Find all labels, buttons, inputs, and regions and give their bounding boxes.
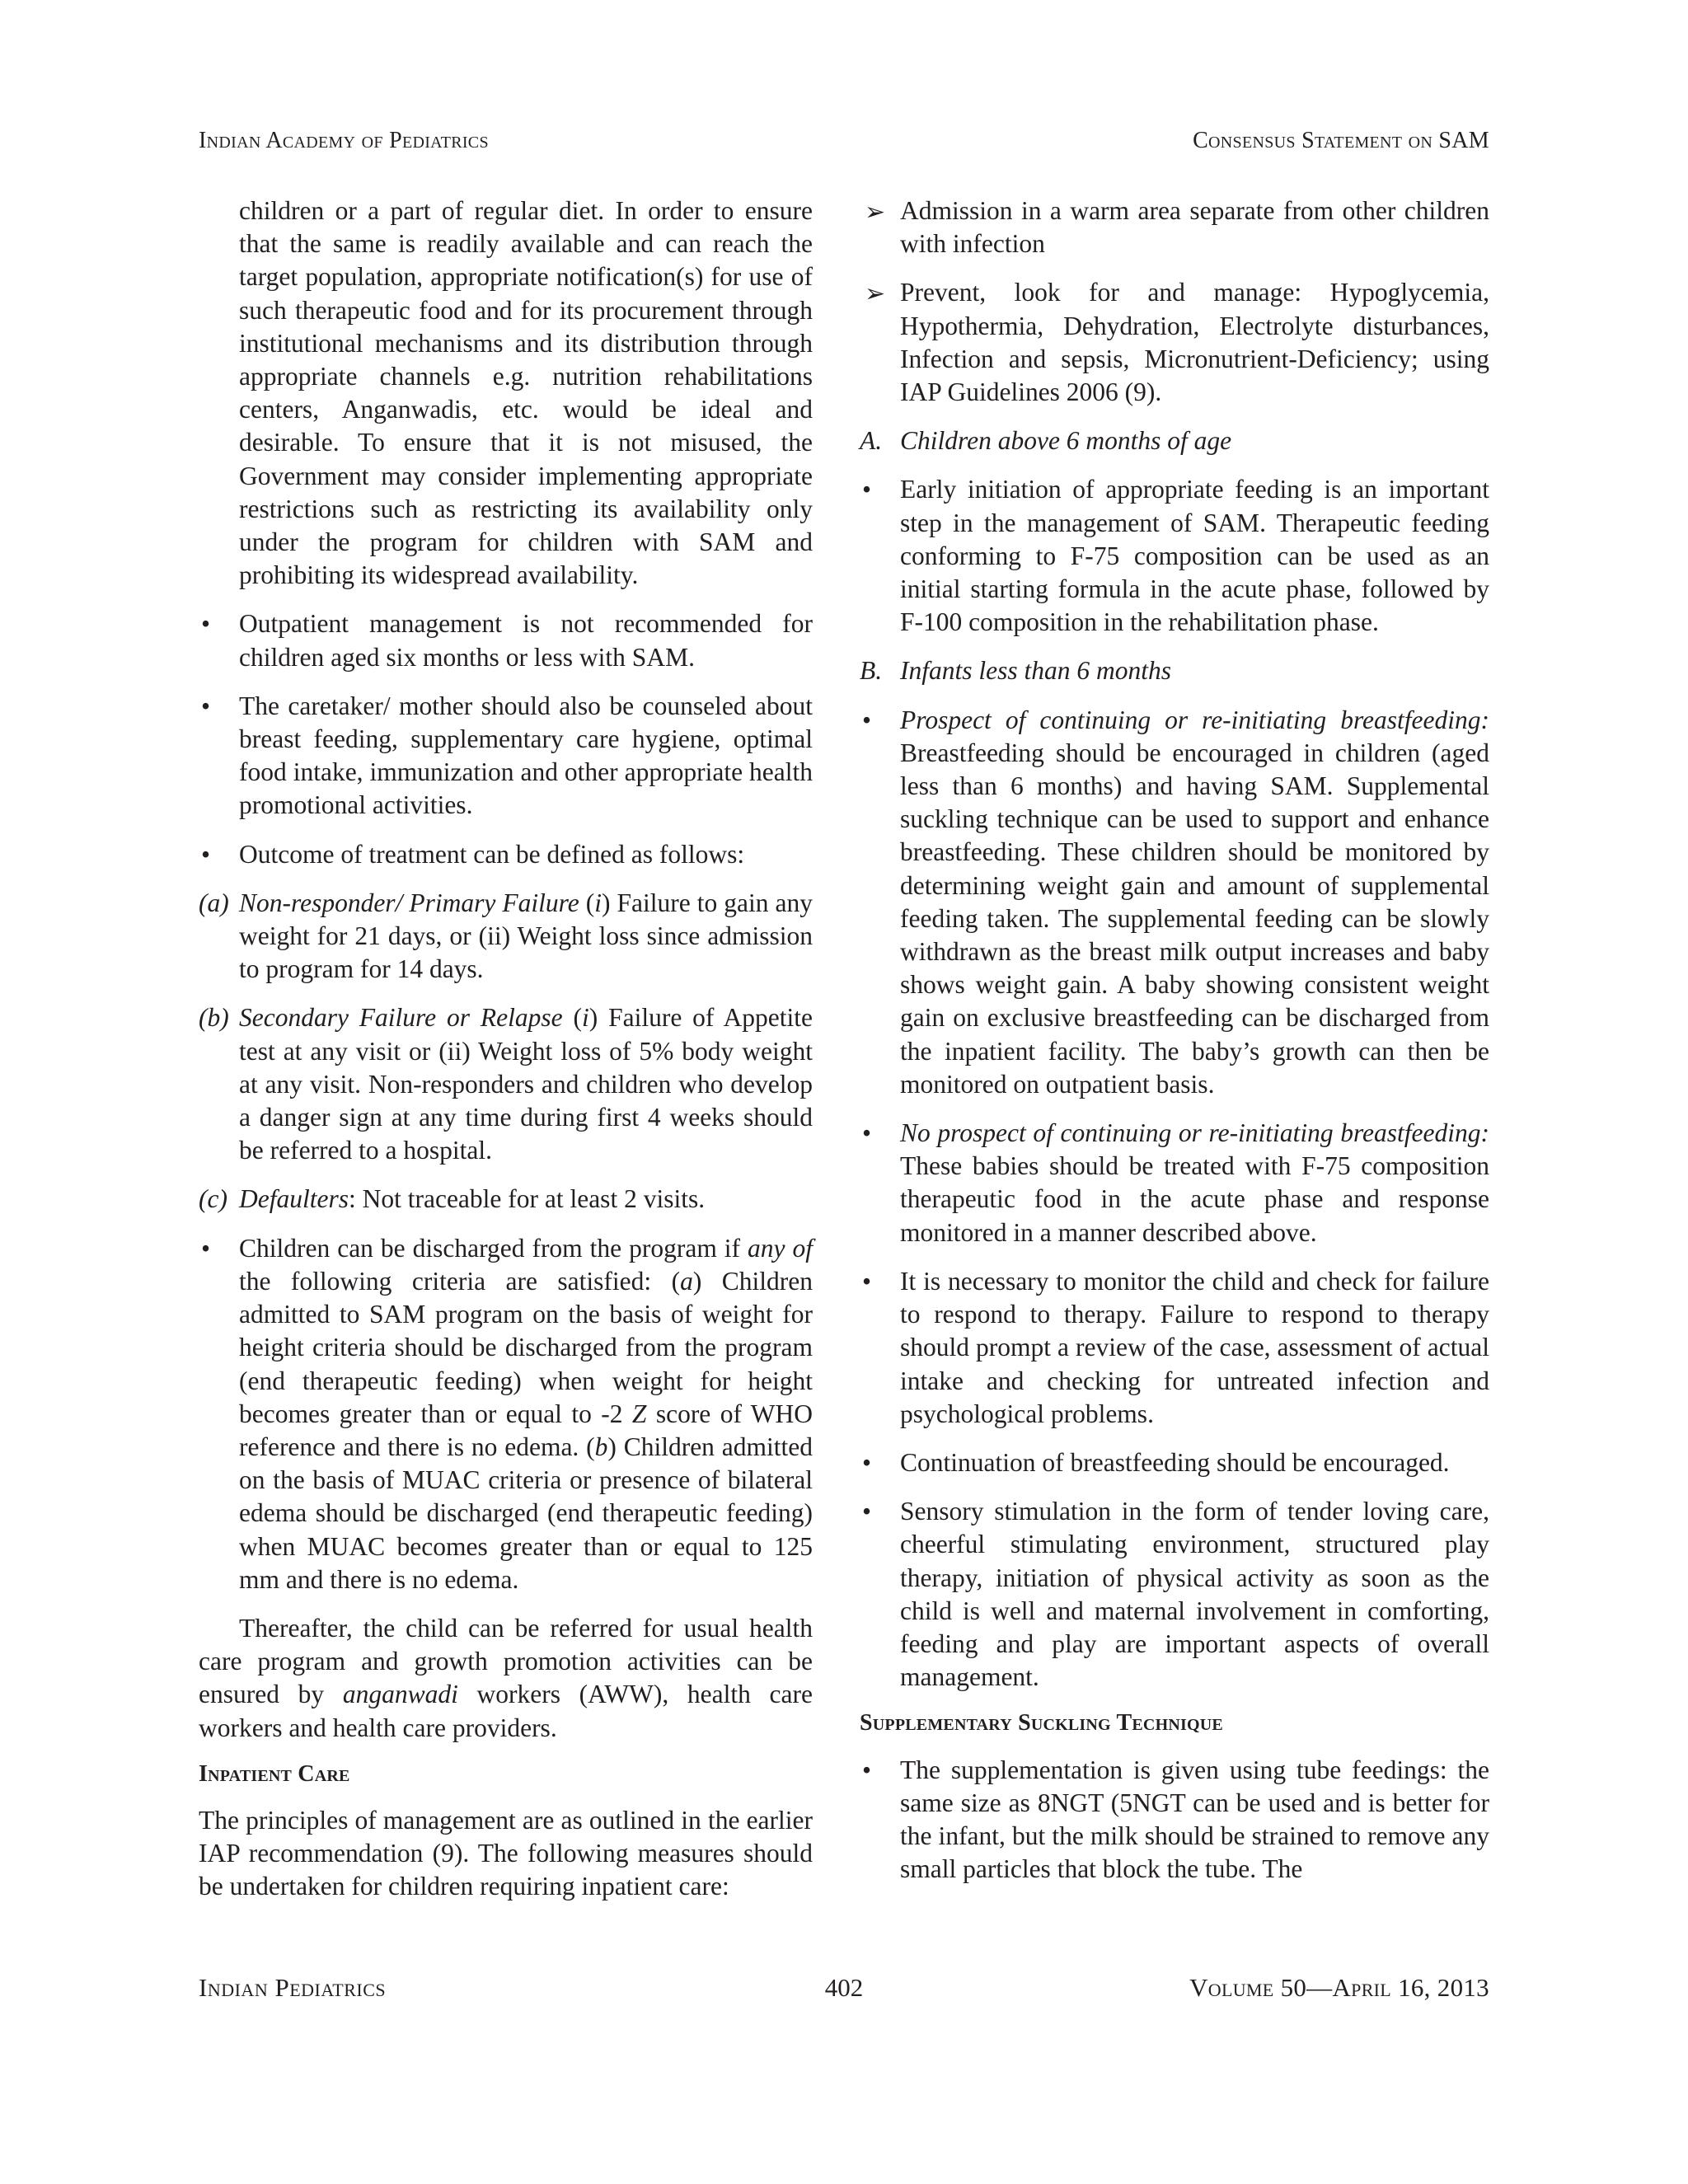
arrow-bullet-icon: ➢ — [865, 279, 886, 309]
continuation-paragraph: children or a part of regular diet. In order to ensure that the same is readily available and can reach the target population, appropriate notification(s) for use of such therapeutic food and for its procurement through institutional mechanisms and its distribution through appropriate channels e.g. nutrition rehabilitations centers, Anganwadis, etc. would be ideal and desirable. To ensure that it is not misused, the Government may consider implementing appropriate restrictions such as restricting its availability only under the program for children with SAM and prohibiting its widespread availability. — [239, 196, 813, 590]
subheading-marker: B. — [860, 656, 883, 686]
bullet-title: No prospect of continuing or re-initiating breastfeeding: — [900, 1118, 1489, 1148]
bullet-emphasis: a — [680, 1266, 693, 1296]
bullet-text: These babies should be treated with F-75 composition therapeutic food in the acute phase and response monitored in a manner described above. — [900, 1151, 1489, 1247]
bullet-marker: • — [862, 1447, 872, 1477]
arrow-item-text: Admission in a warm area separate from other children with infection — [900, 196, 1489, 259]
bullet-text: score of WHO reference and there is no edema. ( — [239, 1399, 813, 1461]
list-marker: (c) — [199, 1184, 227, 1214]
bullet-marker: • — [201, 839, 211, 869]
paragraph-text: Thereafter, the child can be referred for usual health care program and growth promotion activities can be ensured by — [199, 1613, 813, 1709]
bullet-emphasis: b — [594, 1432, 608, 1461]
outcome-item-b — [199, 1001, 813, 1167]
item-text: ) Failure of Appetite test at any visit or (ii) Weight loss of 5% body weight at any visit. Non-responders and children who develop a danger sign at any time during first 4 weeks should be referred to a hospital. — [239, 1003, 813, 1165]
bullet-emphasis: any of — [748, 1233, 813, 1263]
bullet-prospect — [860, 704, 1489, 1101]
subheading-a — [860, 424, 1489, 457]
bullet-marker: • — [862, 475, 872, 504]
item-text: ( — [579, 888, 595, 917]
item-emphasis: i — [594, 888, 602, 917]
bullet-emphasis: Z — [631, 1399, 647, 1428]
list-marker: (b) — [199, 1003, 229, 1033]
item-emphasis: i — [581, 1003, 589, 1033]
arrow-item-prevent — [860, 276, 1489, 409]
bullet-marker: • — [862, 705, 872, 734]
arrow-bullet-icon: ➢ — [865, 198, 886, 227]
footer-volume-date: Volume 50—April 16, 2013 — [1189, 1973, 1489, 2002]
bullet-text: Continuation of breastfeeding should be encouraged. — [900, 1447, 1450, 1477]
bullet-text: The caretaker/ mother should also be counseled about breast feeding, supplementary care hygiene, optimal food intake, immunization and other appropriate health promotional activities. — [239, 691, 813, 820]
arrow-item-text: Prevent, look for and manage: Hypoglycemia, Hypothermia, Dehydration, Electrolyte disturbances, Infection and sepsis, Micronutrient-Deficiency; using IAP Guidelines 2006 (9). — [900, 278, 1489, 407]
bullet-marker: • — [201, 609, 211, 639]
subheading-b — [860, 654, 1489, 687]
item-text: : Not traceable for at least 2 visits. — [348, 1184, 706, 1214]
subheading-marker: A. — [860, 426, 883, 456]
bullet-discharge — [199, 1232, 813, 1596]
bullet-no-prospect — [860, 1117, 1489, 1249]
bullet-monitor — [860, 1265, 1489, 1431]
bullet-marker: • — [201, 1233, 211, 1263]
bullet-text: the following criteria are satisfied: ( — [239, 1266, 681, 1296]
section-heading-inpatient: Inpatient Care — [199, 1760, 350, 1787]
paragraph-text: workers (AWW), health care workers and health care providers. — [199, 1680, 813, 1742]
bullet-text: Sensory stimulation in the form of tender loving care, cheerful stimulating environment, structured play therapy, initiation of physical activity as soon as the child is well and maternal involvement in comforting, feeding and play are important aspects of overall management. — [900, 1497, 1489, 1692]
bullet-marker: • — [862, 1118, 872, 1148]
bullet-text: Early initiation of appropriate feeding is an important step in the management of SAM. Therapeutic feeding conforming to F-75 composition can be used as an initial starting formula in the acute phase, followed by F-100 composition in the rehabilitation phase. — [900, 475, 1489, 637]
right-column — [860, 194, 1489, 1886]
paragraph-emphasis: anganwadi — [342, 1680, 458, 1709]
bullet-outpatient — [199, 607, 813, 673]
bullet-sensory — [860, 1495, 1489, 1694]
thereafter-paragraph — [199, 1612, 813, 1745]
section-heading-suckling: Supplementary Suckling Technique — [860, 1710, 1223, 1736]
item-title: Non-responder/ Primary Failure — [239, 888, 579, 917]
bullet-outcome — [199, 838, 813, 871]
running-header — [199, 128, 1489, 161]
arrow-item-admission — [860, 194, 1489, 260]
bullet-early-initiation — [860, 473, 1489, 639]
running-footer — [199, 1973, 1489, 2006]
bullet-text: It is necessary to monitor the child and check for failure to respond to therapy. Failure to respond to therapy should prompt a review of the case, assessment of actual intake and checking for untreated infection and psychological problems. — [900, 1266, 1489, 1428]
item-text: ( — [562, 1003, 582, 1033]
bullet-text: ) Children admitted on the basis of MUAC criteria or presence of bilateral edema should be discharged (end therapeutic feeding) when MUAC becomes greater than or equal to 125 mm and there is no edema. — [239, 1432, 813, 1594]
bullet-text: ) Children admitted to SAM program on the basis of weight for height criteria should be discharged from the program (end therapeutic feeding) when weight for height becomes greater than or equal to -2 — [239, 1266, 813, 1428]
bullet-text: Outcome of treatment can be defined as follows: — [239, 839, 745, 869]
item-title: Secondary Failure or Relapse — [239, 1003, 563, 1033]
subheading-title: Infants less than 6 months — [900, 656, 1172, 686]
bullet-text: Breastfeeding should be encouraged in children (aged less than 6 months) and having SAM. Supplemental suckling technique can be used to support and enhance breastfeeding. These children should be monitored by determining weight gain and amount of supplemental feeding taken. The supplemental feeding can be slowly withdrawn as the breast milk output increases and baby shows weight gain. A baby showing consistent weight gain on exclusive breastfeeding can be discharged from the inpatient facility. The baby’s growth can then be monitored on outpatient basis. — [900, 738, 1489, 1099]
bullet-marker: • — [862, 1755, 872, 1784]
bullet-title: Prospect of continuing or re-initiating breastfeeding: — [900, 705, 1489, 734]
item-title: Defaulters — [239, 1184, 349, 1214]
bullet-caretaker — [199, 690, 813, 823]
page-number: 402 — [824, 1973, 864, 2002]
footer-journal: Indian Pediatrics — [199, 1973, 387, 2002]
outcome-item-a — [199, 887, 813, 987]
bullet-text: Outpatient management is not recommended for children aged six months or less with SAM. — [239, 609, 813, 672]
bullet-marker: • — [862, 1497, 872, 1526]
principles-paragraph: The principles of management are as outlined in the earlier IAP recommendation (9). The following measures should be undertaken for children requiring inpatient care: — [199, 1805, 813, 1901]
bullet-supplementation — [860, 1754, 1489, 1886]
bullet-continuation — [860, 1446, 1489, 1479]
bullet-marker: • — [201, 691, 211, 720]
header-article: Consensus Statement on SAM — [1193, 128, 1489, 153]
outcome-item-c — [199, 1183, 813, 1216]
left-column — [199, 194, 813, 1904]
bullet-text: Children can be discharged from the program if — [239, 1233, 748, 1263]
bullet-marker: • — [862, 1266, 872, 1296]
bullet-text: The supplementation is given using tube feedings: the same size as 8NGT (5NGT can be used and is better for the infant, but the milk should be strained to remove any small particles that block the tube. The — [900, 1755, 1489, 1884]
list-marker: (a) — [199, 888, 229, 917]
item-text: ) Failure to gain any weight for 21 days, or (ii) Weight loss since admission to program for 14 days. — [239, 888, 813, 984]
header-journal: Indian Academy of Pediatrics — [199, 128, 489, 153]
subheading-title: Children above 6 months of age — [900, 426, 1232, 456]
